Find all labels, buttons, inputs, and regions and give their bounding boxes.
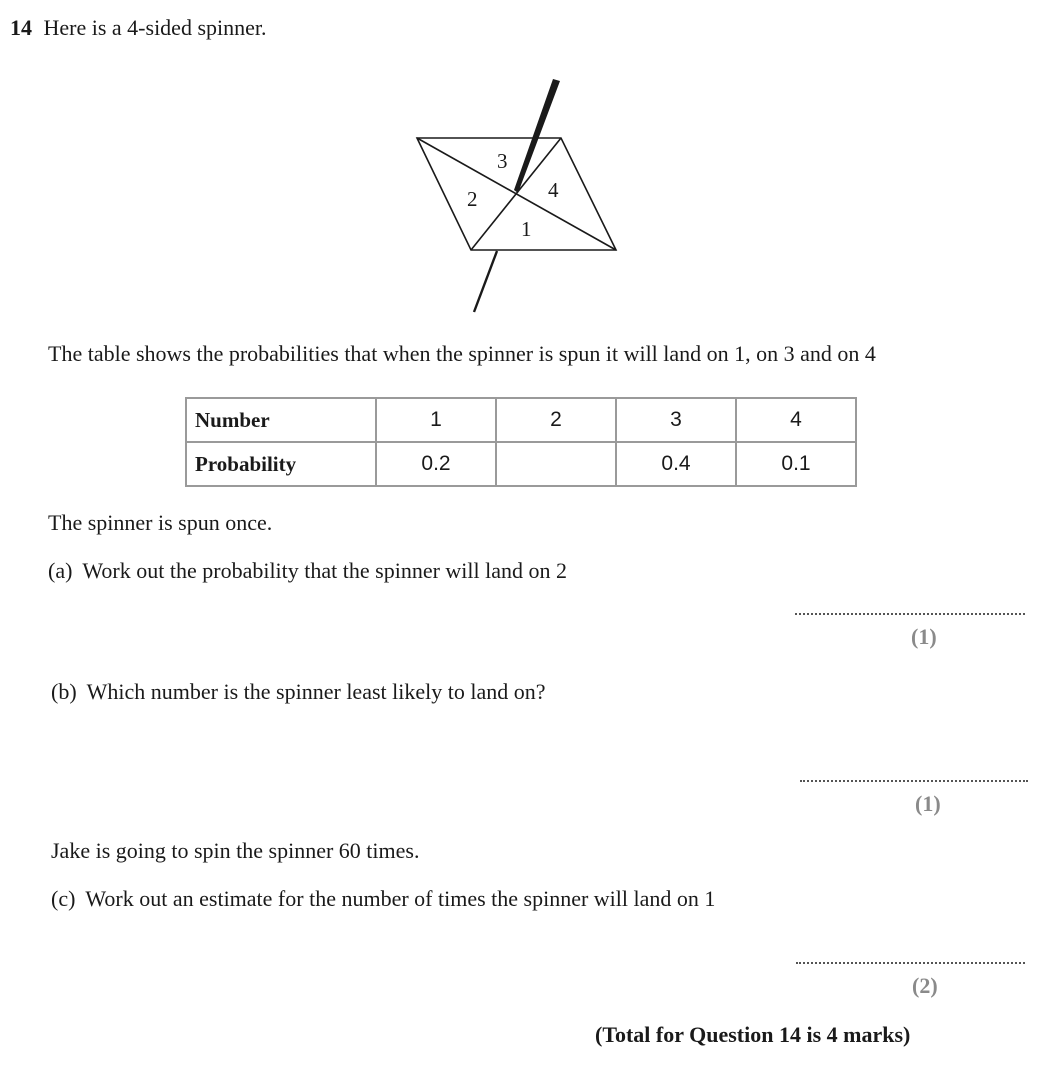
part-a-text: Work out the probability that the spinner will land on 2 — [82, 558, 568, 583]
probability-cell-3: 0.4 — [616, 442, 736, 486]
part-a-letter: (a) — [48, 558, 73, 583]
spun-once-text: The spinner is spun once. — [48, 510, 273, 535]
number-cell-4: 4 — [736, 398, 856, 442]
spinner-axle-top — [514, 79, 560, 193]
spinner-label-4: 4 — [548, 178, 559, 202]
table-row-probability — [186, 442, 856, 486]
part-c-letter: (c) — [51, 886, 76, 911]
part-c — [51, 886, 715, 912]
part-b-text: Which number is the spinner least likely to land on? — [86, 679, 546, 704]
spinner-axle-bottom — [474, 251, 497, 312]
part-a — [48, 558, 567, 584]
part-c-text: Work out an estimate for the number of times the spinner will land on 1 — [85, 886, 716, 911]
jake-text: Jake is going to spin the spinner 60 times. — [51, 838, 420, 863]
answer-line-a[interactable] — [795, 613, 1025, 615]
part-b-letter: (b) — [51, 679, 77, 704]
number-cell-3: 3 — [616, 398, 736, 442]
spinner-diagram — [0, 0, 1038, 330]
probability-table — [185, 397, 857, 487]
number-cell-2: 2 — [496, 398, 616, 442]
table-intro: The table shows the probabilities that when the spinner is spun it will land on 1, on 3 and on 4 — [48, 341, 876, 366]
probability-cell-4: 0.1 — [736, 442, 856, 486]
answer-line-c[interactable] — [796, 962, 1025, 964]
row-header-number: Number — [186, 398, 376, 442]
part-b-marks: (1) — [915, 791, 941, 816]
question-number: 14 — [10, 15, 32, 40]
total-marks: (Total for Question 14 is 4 marks) — [595, 1022, 911, 1047]
spinner-label-1: 1 — [521, 217, 532, 241]
spinner-label-2: 2 — [467, 187, 478, 211]
spinner-label-3: 3 — [497, 149, 508, 173]
table-row-number — [186, 398, 856, 442]
number-cell-1: 1 — [376, 398, 496, 442]
probability-cell-2 — [496, 442, 616, 486]
part-b — [51, 679, 546, 705]
part-c-marks: (2) — [912, 973, 938, 998]
question-intro: Here is a 4-sided spinner. — [43, 15, 267, 40]
answer-line-b[interactable] — [800, 780, 1028, 782]
probability-cell-1: 0.2 — [376, 442, 496, 486]
part-a-marks: (1) — [911, 624, 937, 649]
row-header-probability: Probability — [186, 442, 376, 486]
